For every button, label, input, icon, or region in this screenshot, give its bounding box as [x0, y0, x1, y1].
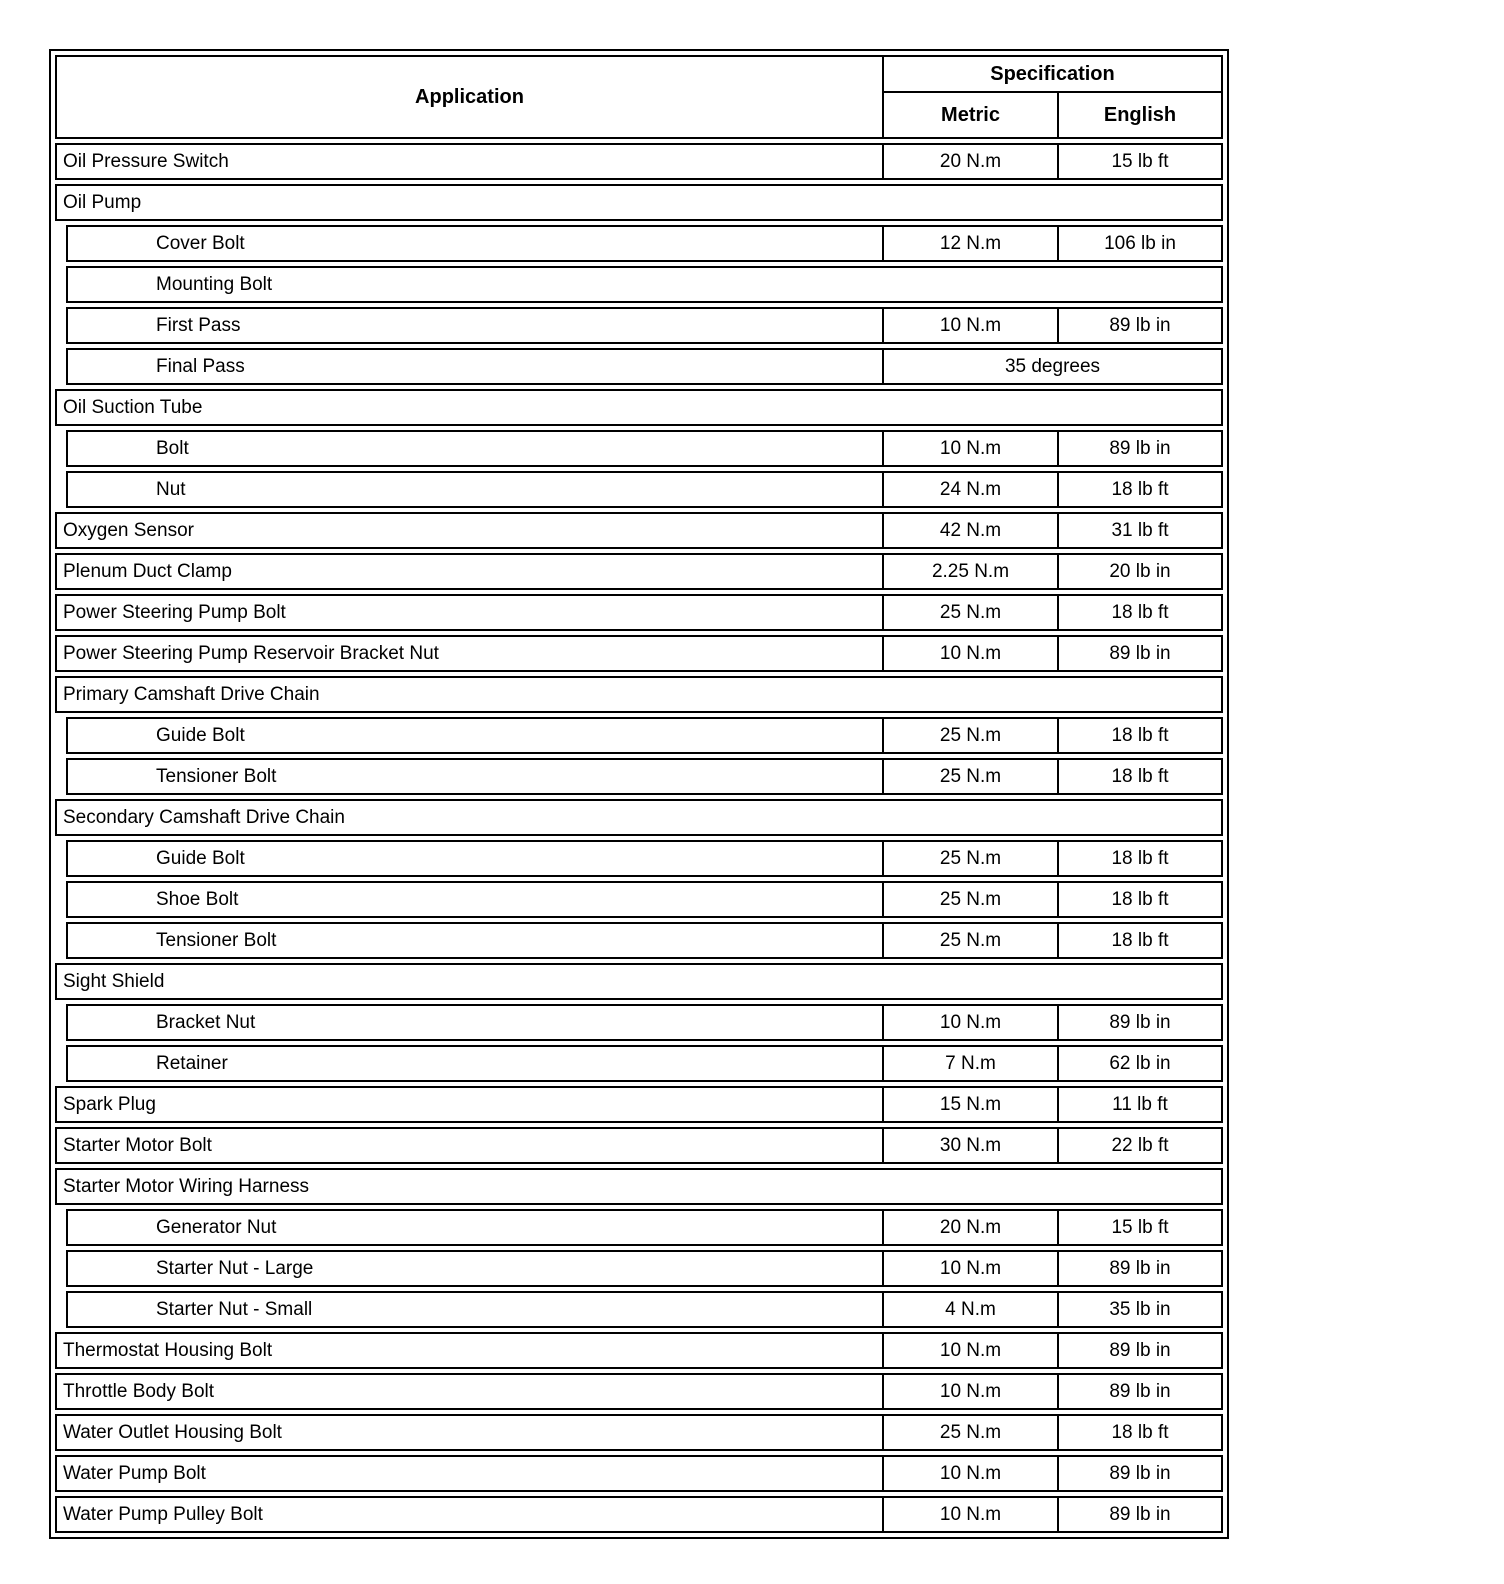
application-cell: Power Steering Pump Reservoir Bracket Nut: [63, 642, 439, 664]
application-cell: Generator Nut: [156, 1216, 277, 1238]
english-value-cell: 35 lb in: [1057, 1293, 1221, 1326]
table-row: [66, 1004, 1223, 1041]
section-label: Oil Pump: [63, 191, 142, 213]
metric-column-header: Metric: [941, 103, 1000, 126]
section-row: [55, 184, 1223, 221]
table-row: [55, 512, 1223, 549]
application-cell: Tensioner Bolt: [156, 929, 277, 951]
english-value-cell: 106 lb in: [1057, 227, 1221, 260]
table-row: [66, 922, 1223, 959]
section-row: [55, 799, 1223, 836]
metric-value-cell: 25 N.m: [882, 1416, 1057, 1449]
section-row: [55, 1168, 1223, 1205]
metric-value-cell: 25 N.m: [882, 883, 1057, 916]
section-row: [55, 389, 1223, 426]
english-value-cell: 18 lb ft: [1057, 473, 1221, 506]
application-cell: Power Steering Pump Bolt: [63, 601, 286, 623]
english-value-cell: 89 lb in: [1057, 432, 1221, 465]
table-row: [66, 225, 1223, 262]
metric-value-cell: 10 N.m: [882, 1375, 1057, 1408]
spec-span-cell: 35 degrees: [882, 350, 1221, 383]
application-cell: Shoe Bolt: [156, 888, 239, 910]
table-body: [55, 143, 1223, 1533]
table-row: [55, 143, 1223, 180]
section-row: [66, 266, 1223, 303]
torque-spec-table: [49, 49, 1229, 1539]
metric-value-cell: 20 N.m: [882, 1211, 1057, 1244]
application-cell: Thermostat Housing Bolt: [63, 1339, 273, 1361]
metric-value-cell: 25 N.m: [882, 596, 1057, 629]
application-cell: Throttle Body Bolt: [63, 1380, 215, 1402]
english-value-cell: 18 lb ft: [1057, 596, 1221, 629]
table-row: [55, 635, 1223, 672]
application-cell: Guide Bolt: [156, 847, 245, 869]
section-label: Secondary Camshaft Drive Chain: [63, 806, 345, 828]
table-row: [66, 430, 1223, 467]
table-row: [55, 1127, 1223, 1164]
table-row: [55, 1086, 1223, 1123]
metric-value-cell: 20 N.m: [882, 145, 1057, 178]
metric-value-cell: 10 N.m: [882, 309, 1057, 342]
english-value-cell: 89 lb in: [1057, 1457, 1221, 1490]
section-label: Mounting Bolt: [156, 273, 273, 295]
metric-value-cell: 42 N.m: [882, 514, 1057, 547]
table-row: [66, 1209, 1223, 1246]
application-cell: Bracket Nut: [156, 1011, 256, 1033]
section-label: Starter Motor Wiring Harness: [63, 1175, 310, 1197]
table-row: [66, 307, 1223, 344]
specification-header-group: [882, 57, 1221, 137]
metric-value-cell: 7 N.m: [882, 1047, 1057, 1080]
english-value-cell: 89 lb in: [1057, 1498, 1221, 1531]
english-column-header: English: [1057, 93, 1221, 137]
table-row: [55, 1455, 1223, 1492]
english-value-cell: 62 lb in: [1057, 1047, 1221, 1080]
table-row: [66, 471, 1223, 508]
english-value-cell: 89 lb in: [1057, 1375, 1221, 1408]
metric-value-cell: 10 N.m: [882, 1252, 1057, 1285]
english-value-cell: 20 lb in: [1057, 555, 1221, 588]
metric-value-cell: 24 N.m: [882, 473, 1057, 506]
english-value-cell: 18 lb ft: [1057, 719, 1221, 752]
section-label: Primary Camshaft Drive Chain: [63, 683, 320, 705]
english-value-cell: 89 lb in: [1057, 1252, 1221, 1285]
metric-value-cell: 25 N.m: [882, 924, 1057, 957]
metric-value-cell: 15 N.m: [882, 1088, 1057, 1121]
metric-value-cell: 2.25 N.m: [882, 555, 1057, 588]
metric-value-cell: 10 N.m: [882, 637, 1057, 670]
table-row: [55, 553, 1223, 590]
table-row: [66, 717, 1223, 754]
application-cell: Guide Bolt: [156, 724, 245, 746]
metric-value-cell: 10 N.m: [882, 1006, 1057, 1039]
table-header: [55, 55, 1223, 139]
table-row: [66, 348, 1223, 385]
english-value-cell: 89 lb in: [1057, 637, 1221, 670]
application-cell: Nut: [156, 478, 186, 500]
application-cell: Oxygen Sensor: [63, 519, 194, 541]
metric-value-cell: 30 N.m: [882, 1129, 1057, 1162]
table-row: [66, 1250, 1223, 1287]
specification-column-header: Specification: [884, 57, 1221, 93]
application-cell: Oil Pressure Switch: [63, 150, 229, 172]
table-row: [66, 1291, 1223, 1328]
english-value-cell: 18 lb ft: [1057, 1416, 1221, 1449]
table-row: [66, 758, 1223, 795]
metric-value-cell: 4 N.m: [882, 1293, 1057, 1326]
section-label: Sight Shield: [63, 970, 165, 992]
table-row: [55, 1373, 1223, 1410]
application-cell: Spark Plug: [63, 1093, 156, 1115]
english-value-cell: 22 lb ft: [1057, 1129, 1221, 1162]
specification-subheaders: [884, 93, 1221, 137]
english-value-cell: 89 lb in: [1057, 1334, 1221, 1367]
metric-value-cell: 12 N.m: [882, 227, 1057, 260]
application-cell: Water Pump Pulley Bolt: [63, 1503, 263, 1525]
table-row: [55, 1496, 1223, 1533]
english-value-cell: 31 lb ft: [1057, 514, 1221, 547]
english-value-cell: 11 lb ft: [1057, 1088, 1221, 1121]
application-cell: First Pass: [156, 314, 241, 336]
application-cell: Bolt: [156, 437, 189, 459]
metric-value-cell: 10 N.m: [882, 1457, 1057, 1490]
metric-value-cell: 10 N.m: [882, 432, 1057, 465]
section-label: Oil Suction Tube: [63, 396, 203, 418]
table-row: [66, 1045, 1223, 1082]
english-value-cell: 15 lb ft: [1057, 1211, 1221, 1244]
table-row: [55, 594, 1223, 631]
english-value-cell: 89 lb in: [1057, 1006, 1221, 1039]
english-value-cell: 18 lb ft: [1057, 883, 1221, 916]
application-cell: Water Pump Bolt: [63, 1462, 206, 1484]
metric-value-cell: 25 N.m: [882, 719, 1057, 752]
application-cell: Starter Nut - Large: [156, 1257, 314, 1279]
application-column-header: Application: [415, 85, 524, 108]
table-row: [55, 1414, 1223, 1451]
application-cell: Starter Nut - Small: [156, 1298, 313, 1320]
english-value-cell: 15 lb ft: [1057, 145, 1221, 178]
application-cell: Retainer: [156, 1052, 228, 1074]
section-row: [55, 963, 1223, 1000]
application-cell: Tensioner Bolt: [156, 765, 277, 787]
application-cell: Starter Motor Bolt: [63, 1134, 212, 1156]
application-cell: Cover Bolt: [156, 232, 245, 254]
application-cell: Final Pass: [156, 355, 245, 377]
section-row: [55, 676, 1223, 713]
application-cell: Plenum Duct Clamp: [63, 560, 232, 582]
english-value-cell: 18 lb ft: [1057, 924, 1221, 957]
english-value-cell: 18 lb ft: [1057, 842, 1221, 875]
application-cell: Water Outlet Housing Bolt: [63, 1421, 282, 1443]
metric-value-cell: 10 N.m: [882, 1334, 1057, 1367]
table-row: [66, 881, 1223, 918]
english-value-cell: 89 lb in: [1057, 309, 1221, 342]
table-row: [66, 840, 1223, 877]
metric-value-cell: 25 N.m: [882, 842, 1057, 875]
metric-value-cell: 10 N.m: [882, 1498, 1057, 1531]
table-row: [55, 1332, 1223, 1369]
metric-value-cell: 25 N.m: [882, 760, 1057, 793]
english-value-cell: 18 lb ft: [1057, 760, 1221, 793]
